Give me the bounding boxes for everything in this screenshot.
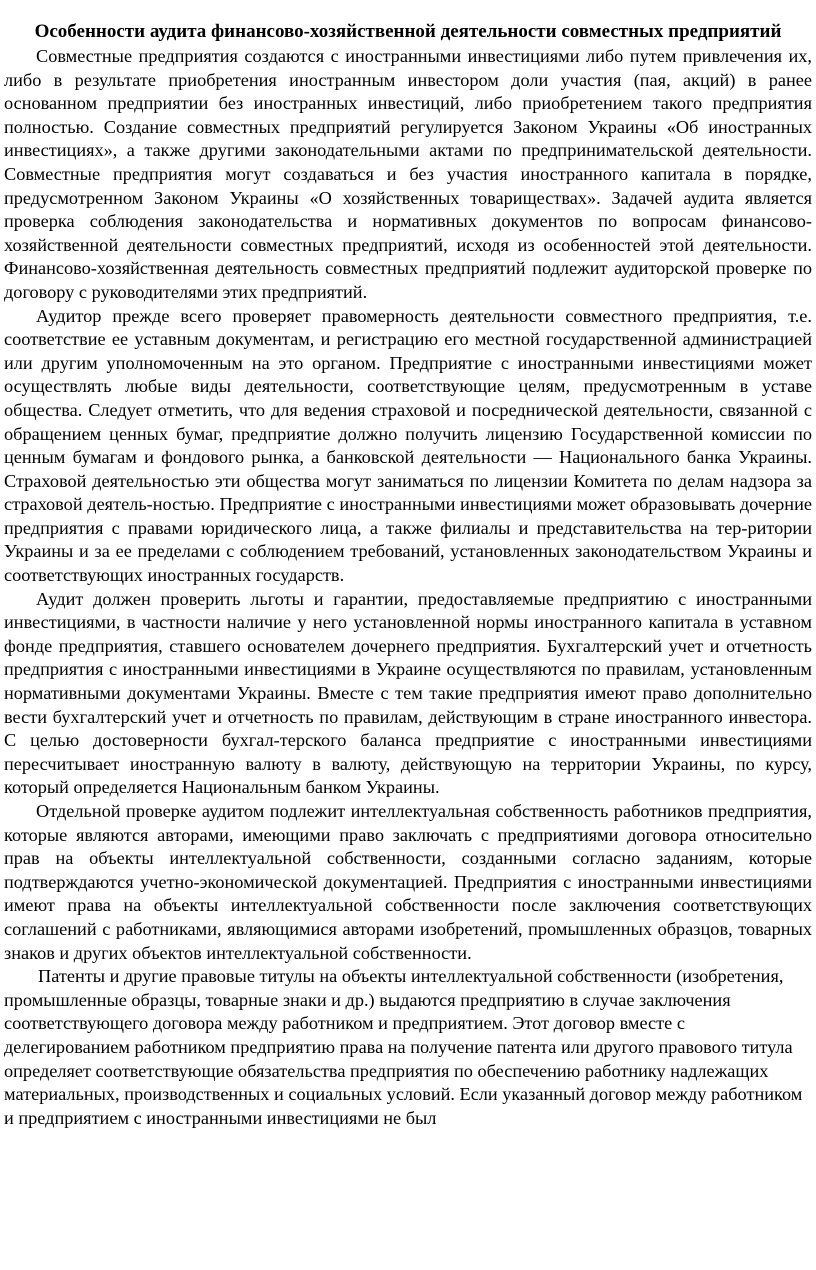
paragraph-benefits-accounting: Аудит должен проверить льготы и гарантии, предоставляемые предприятию с иностранными инвестициями, в частности наличие у него установленной нормы иностранного капитала в уставном фонде предприятия, ставшего основателем дочернего предприятия. Бухгалтерский учет и отчетность предприятия с иностранными инвестициями в Украине осуществляются по правилам, установленным нормативными документами Украины. Вместе с тем такие предприятия имеют право дополнительно вести бухгалтерский учет и отчетность по правилам, действующим в стране иностранного инвестора. С целью достоверности бухгал-терского баланса предприятие с иностранными инвестициями пересчитывает иностранную валюту в валюту, действующую на территории Украины, по курсу, который определяется Национальным банком Украины. <box>4 588 812 798</box>
paragraph-intellectual-property: Отдельной проверке аудитом подлежит интеллектуальная собственность работников предприятия, которые являются авторами, имеющими право заключать с предприятиями договора относительно прав на объекты интеллектуальной собственности, созданными согласно заданиям, которые подтверждаются учетно-экономической документацией. Предприятия с иностранными инвестициями имеют права на объекты интеллектуальной собственности после заключения соответствующих соглашений с работниками, являющимися авторами изобретений, промышленных образцов, товарных знаков и других объектов интеллектуальной собственности. <box>4 801 812 963</box>
paragraph-legality-check: Аудитор прежде всего проверяет правомерность деятельности совместного предприятия, т.е. соответствие ее уставным документам, и регистрацию его местной государственной администрацией или другим уполномоченным на это органом. Предприятие с иностранными инвестициями может осуществлять любые виды деятельности, соответствующие целям, предусмотренным в уставе общества. Следует отметить, что для ведения страховой и посреднической деятельности, связанной с обращением ценных бумаг, предприятие должно получить лицензию Государственной комиссии по ценным бумагам и фондового рынка, а банковской деятельности — Национального банка Украины. Страховой деятельностью эти общества могут заниматься по лицензии Комитета по делам надзора за страховой деятель-ностью. Предприятие с иностранными инвестициями может образовывать дочерние предприятия с правами юридического лица, а также филиалы и представительства на тер-ритории Украины и за ее пределами с соблюдением требований, установленных законодательством Украины и соответствующих иностранных государств. <box>4 305 812 586</box>
paragraph-joint-ventures-creation: Совместные предприятия создаются с иностранными инвестициями либо путем привлечения их, либо в результате приобретения иностранным инвестором доли участия (пая, акций) в ранее основанном предприятии без иностранных инвестиций, либо приобретением такого предприятия полностью. Создание совместных предприятий регулируется Законом Украины «Об иностранных инвестициях», а также другими законодательными актами по предпринимательской деятельности. Совместные предприятия могут создаваться и без участия иностранного капитала в порядке, предусмотренном Законом Украины «О хозяйственных товариществах». Задачей аудита является проверка соблюдения законодательства и нормативных документов по вопросам финансово-хозяйственной деятельности совместных предприятий, исходя из особенностей этой деятельности. Финансово-хозяйственная деятельность совместных предприятий подлежит аудиторской проверке по договору с руководителями этих предприятий. <box>4 46 812 302</box>
paragraph-patents: Патенты и другие правовые титулы на объекты интеллектуальной собственности (изобретения, промышленные образцы, товарные знаки и др.) выдаются предприятию в случае заключения соответствующего договора между работником и предприятием. Этот договор вместе с делегированием работником предприятию права на получение патента или другого правового титула определяет соответствующие обязательства предприятия по обеспечению работнику надлежащих материальных, производственных и социальных условий. Если указанный договор между работником и предприятием с иностранными инвестициями не был <box>4 966 803 1128</box>
document-title: Особенности аудита финансово-хозяйственной деятельности совместных предприятий <box>34 21 782 42</box>
